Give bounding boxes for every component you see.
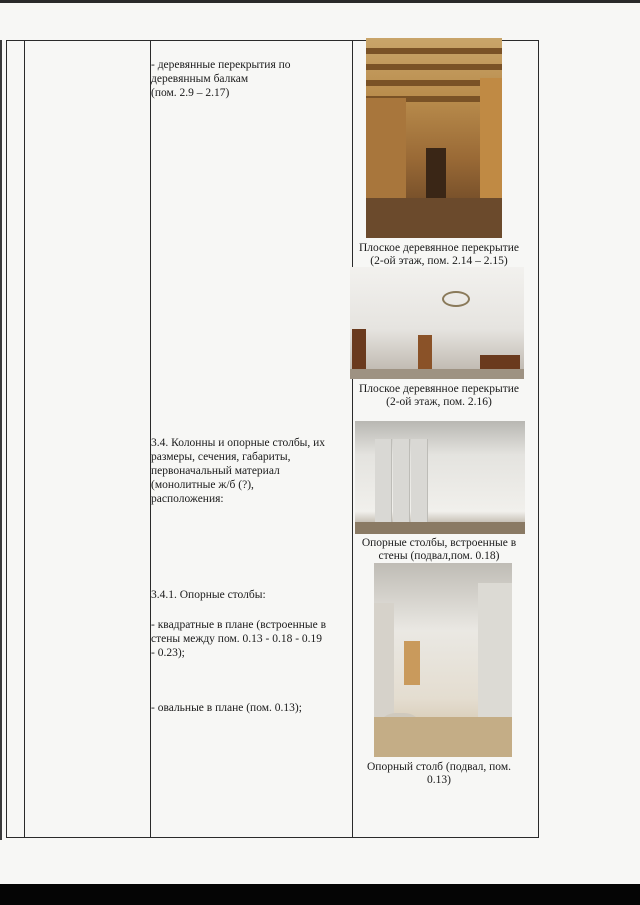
caption-line: стены (подвал,пом. 0.18): [378, 550, 500, 562]
photo2-caption: [344, 383, 534, 409]
table-column-divider: [352, 40, 353, 838]
caption-line: (2-ой этаж, пом. 2.16): [386, 396, 492, 408]
oval-pillars-text: - овальные в плане (пом. 0.13);: [151, 702, 302, 714]
text-line: расположения:: [151, 493, 224, 505]
photo3-caption: [344, 537, 534, 563]
photo-room-with-chandelier: [350, 267, 524, 379]
text-line: размеры, сечения, габариты,: [151, 451, 291, 463]
scan-bottom-bar: [0, 884, 640, 905]
caption-line: Плоское деревянное перекрытие: [358, 383, 520, 395]
pillars-heading: 3.4.1. Опорные столбы:: [151, 589, 266, 601]
photo-basement-corridor: [374, 563, 512, 757]
caption-line: Плоское деревянное перекрытие: [358, 242, 520, 254]
text-line: первоначальный материал: [151, 465, 280, 477]
caption-line: Опорные столбы, встроенные в: [361, 537, 517, 549]
caption-line: Опорный столб (подвал, пом.: [367, 761, 511, 773]
wood-floors-text: [151, 58, 349, 100]
photo1-caption: [344, 242, 534, 268]
text-line: стены между пом. 0.13 - 0.18 - 0.19: [151, 633, 323, 645]
caption-line: 0.13): [427, 774, 451, 786]
photo-basement-pillars: [355, 421, 525, 534]
photo-wooden-ceiling-corridor: [366, 38, 502, 238]
table-column-divider: [24, 40, 25, 838]
text-line: - деревянные перекрытия по: [151, 59, 291, 71]
text-line: 3.4. Колонны и опорные столбы, их: [151, 437, 326, 449]
text-line: деревянным балкам: [151, 73, 249, 85]
scan-left-edge: [0, 40, 2, 840]
text-line: (монолитные ж/б (?),: [151, 479, 254, 491]
scan-top-edge: [0, 0, 640, 3]
photo4-caption: [344, 761, 534, 787]
columns-section-text: [151, 436, 349, 506]
text-line: - квадратные в плане (встроенные в: [151, 619, 327, 631]
square-pillars-text: [151, 618, 349, 660]
caption-line: (2-ой этаж, пом. 2.14 – 2.15): [370, 255, 508, 267]
text-line: (пом. 2.9 – 2.17): [151, 87, 230, 99]
text-line: - 0.23);: [151, 647, 185, 659]
